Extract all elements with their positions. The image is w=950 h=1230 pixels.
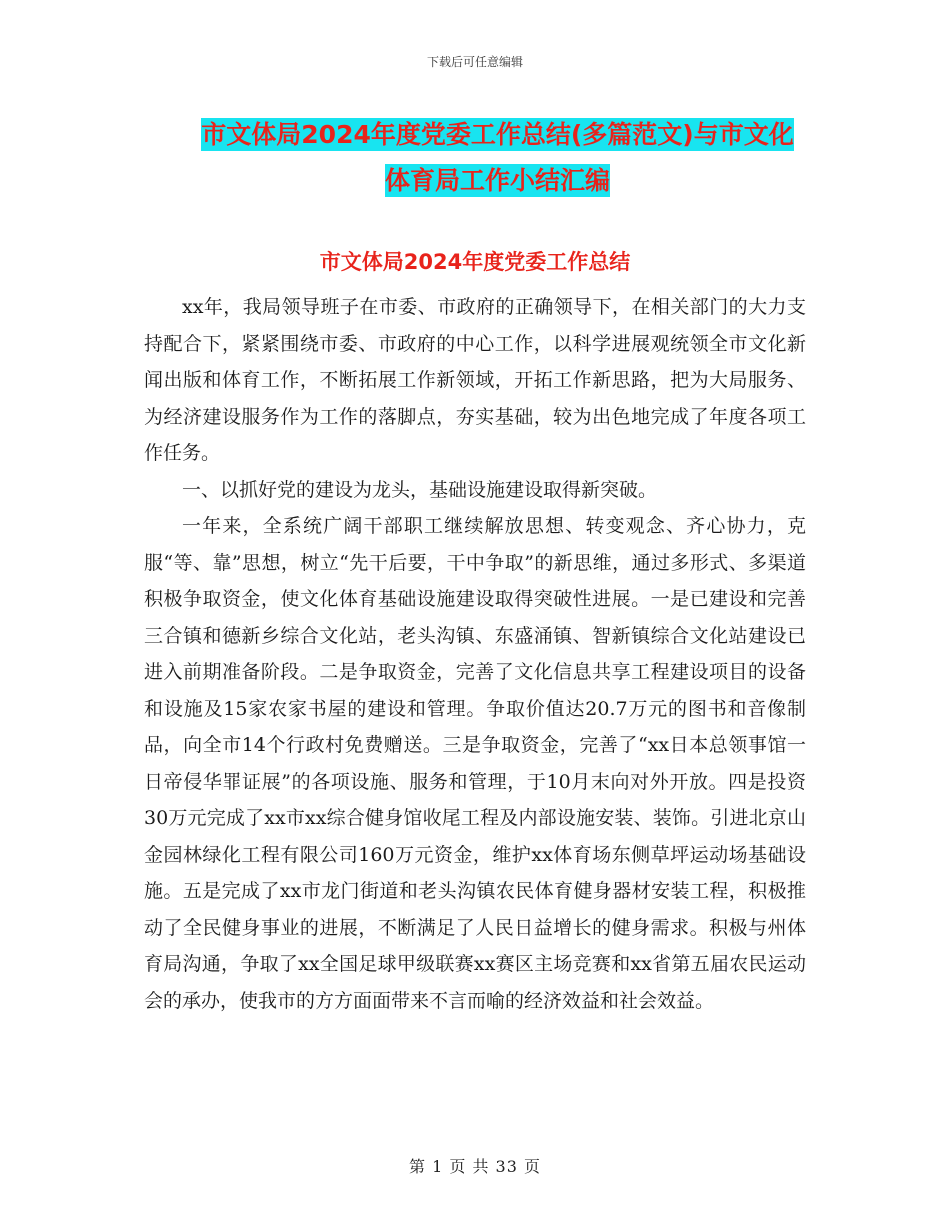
paragraph: 一年来，全系统广阔干部职工继续解放思想、转变观念、齐心协力，克服“等、靠”思想，树立“先干后要，干中争取”的新思维，通过多形式、多渠道积极争取资金，使文化体育基础设施建设取得突破性进展。一是已建设和完善三合镇和德新乡综合文化站，老头沟镇、东盛涌镇、智新镇综合文化站建设已进入前期准备阶段。二是争取资金，完善了文化信息共享工程建设项目的设备和设施及15家农家书屋的建设和管理。争取价值达20.7万元的图书和音像制品，向全市14个行政村免费赠送。三是争取资金，完善了“xx日本总领事馆一日帝侵华罪证展”的各项设施、服务和管理，于10月末向对外开放。四是投资30万元完成了xx市xx综合健身馆收尾工程及内部设施安装、装饰。引进北京山金园林绿化工程有限公司160万元资金，维护xx体育场东侧草坪运动场基础设施。五是完成了xx市龙门街道和老头沟镇农民体育健身器材安装工程，积极推动了全民健身事业的进展，不断满足了人民日益增长的健身需求。积极与州体育局沟通，争取了xx全国足球甲级联赛xx赛区主场竞赛和xx省第五届农民运动会的承办，使我市的方方面面带来不言而喻的经济效益和社会效益。 — [144, 515, 806, 1012]
page-number-indicator: 第 1 页 共 33 页 — [409, 1157, 541, 1176]
section-title: 市文体局2024年度党委工作总结 — [319, 250, 631, 274]
paragraph: xx年，我局领导班子在市委、市政府的正确领导下，在相关部门的大力支持配合下，紧紧围绕市委、市政府的中心工作，以科学进展观统领全市文化新闻出版和体育工作，不断拓展工作新领域，开拓工作新思路，把为大局服务、为经济建设服务作为工作的落脚点，夯实基础，较为出色地完成了年度各项工作任务。 — [144, 296, 806, 464]
document-body — [144, 289, 806, 1019]
document-title — [185, 112, 810, 204]
document-title-line-2: 体育局工作小结汇编 — [384, 166, 610, 195]
document-title-line-1: 市文体局2024年度党委工作总结(多篇范文)与市文化 — [201, 120, 794, 149]
paragraph: 一、以抓好党的建设为龙头，基础设施建设取得新突破。 — [182, 478, 658, 501]
page-header-note: 下载后可任意编辑 — [426, 55, 523, 69]
